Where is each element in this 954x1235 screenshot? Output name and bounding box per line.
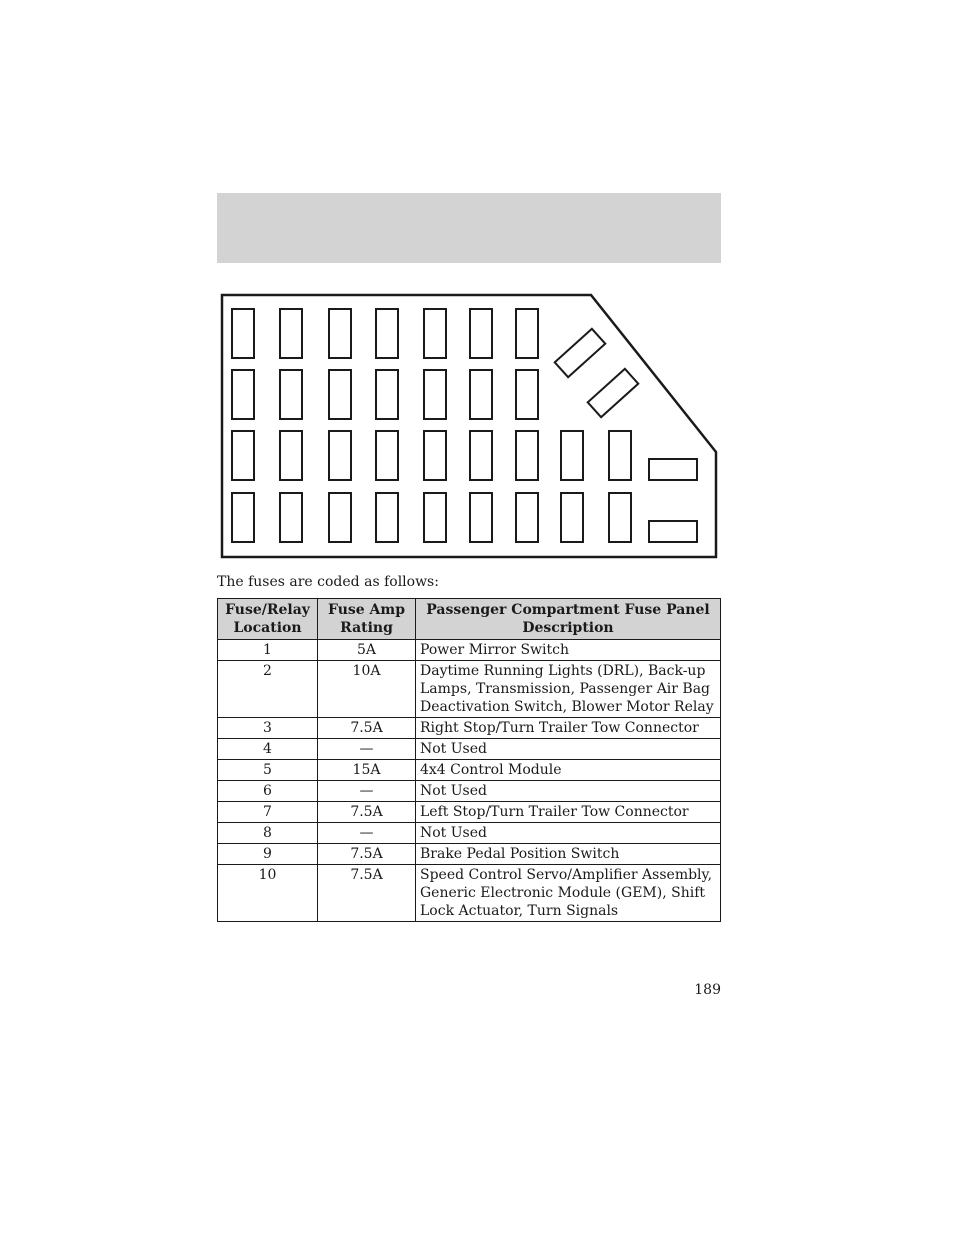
header-band [217,193,721,263]
cell-rating: — [318,823,416,844]
cell-rating: — [318,781,416,802]
cell-location: 2 [218,661,318,718]
cell-description: Right Stop/Turn Trailer Tow Connector [416,718,721,739]
fuse-slot [516,493,538,542]
table-row [218,865,721,922]
fuse-slot [376,431,398,480]
cell-description: Power Mirror Switch [416,640,721,661]
table-row [218,640,721,661]
table-row [218,781,721,802]
cell-location: 3 [218,718,318,739]
cell-description: Daytime Running Lights (DRL), Back-up Lamps, Transmission, Passenger Air Bag Deactivation Switch, Blower Motor Relay [416,661,721,718]
cell-rating: — [318,739,416,760]
fuse-slot [376,370,398,419]
cell-description: Speed Control Servo/Amplifier Assembly, Generic Electronic Module (GEM), Shift Lock Actuator, Turn Signals [416,865,721,922]
relay-slot-diagonal-2 [588,369,639,417]
cell-rating: 15A [318,760,416,781]
table-row [218,844,721,865]
table-row [218,823,721,844]
header-rating: Fuse Amp Rating [318,599,416,640]
cell-description: Left Stop/Turn Trailer Tow Connector [416,802,721,823]
fuse-slot [280,370,302,419]
fuse-slot [470,370,492,419]
fuse-slot [470,309,492,358]
cell-description: Not Used [416,739,721,760]
fuse-slot [424,370,446,419]
relay-slot-horizontal-1 [649,459,697,480]
cell-rating: 7.5A [318,802,416,823]
page-number: 189 [694,982,721,998]
fuse-slot [232,370,254,419]
fuse-slot [470,493,492,542]
fuse-slot [232,309,254,358]
fuse-slot [232,493,254,542]
fuse-slot [376,493,398,542]
fuse-slot [376,309,398,358]
cell-rating: 10A [318,661,416,718]
cell-location: 10 [218,865,318,922]
fuse-slot [516,431,538,480]
header-location: Fuse/Relay Location [218,599,318,640]
cell-location: 4 [218,739,318,760]
table-header-row [218,599,721,640]
fuse-slot [280,309,302,358]
fuse-slot [516,309,538,358]
fuse-slot [424,431,446,480]
cell-rating: 7.5A [318,718,416,739]
cell-location: 7 [218,802,318,823]
fuse-slot [329,431,351,480]
cell-location: 8 [218,823,318,844]
fuse-slot [329,370,351,419]
relay-slot-diagonal-1 [555,329,606,377]
cell-description: Not Used [416,781,721,802]
fuse-slot [232,431,254,480]
relay-slot-horizontal-2 [649,521,697,542]
fuse-slot [280,493,302,542]
fuse-slot [561,431,583,480]
fuse-panel-diagram [217,290,721,562]
fuse-table [217,598,721,922]
table-row [218,760,721,781]
cell-location: 1 [218,640,318,661]
fuse-slot [609,493,631,542]
cell-rating: 7.5A [318,865,416,922]
table-row [218,802,721,823]
cell-description: Not Used [416,823,721,844]
cell-description: Brake Pedal Position Switch [416,844,721,865]
cell-location: 6 [218,781,318,802]
fuse-slot [329,493,351,542]
table-row [218,718,721,739]
cell-location: 5 [218,760,318,781]
caption: The fuses are coded as follows: [217,574,439,590]
fuse-slot [470,431,492,480]
fuse-slot [424,493,446,542]
cell-description: 4x4 Control Module [416,760,721,781]
cell-rating: 7.5A [318,844,416,865]
fuse-slot [424,309,446,358]
fuse-slot [561,493,583,542]
fuse-slot [329,309,351,358]
fuse-slot [516,370,538,419]
fuse-slot [280,431,302,480]
fuse-slot [609,431,631,480]
table-row [218,739,721,760]
cell-rating: 5A [318,640,416,661]
header-description: Passenger Compartment Fuse Panel Description [416,599,721,640]
table-row [218,661,721,718]
cell-location: 9 [218,844,318,865]
